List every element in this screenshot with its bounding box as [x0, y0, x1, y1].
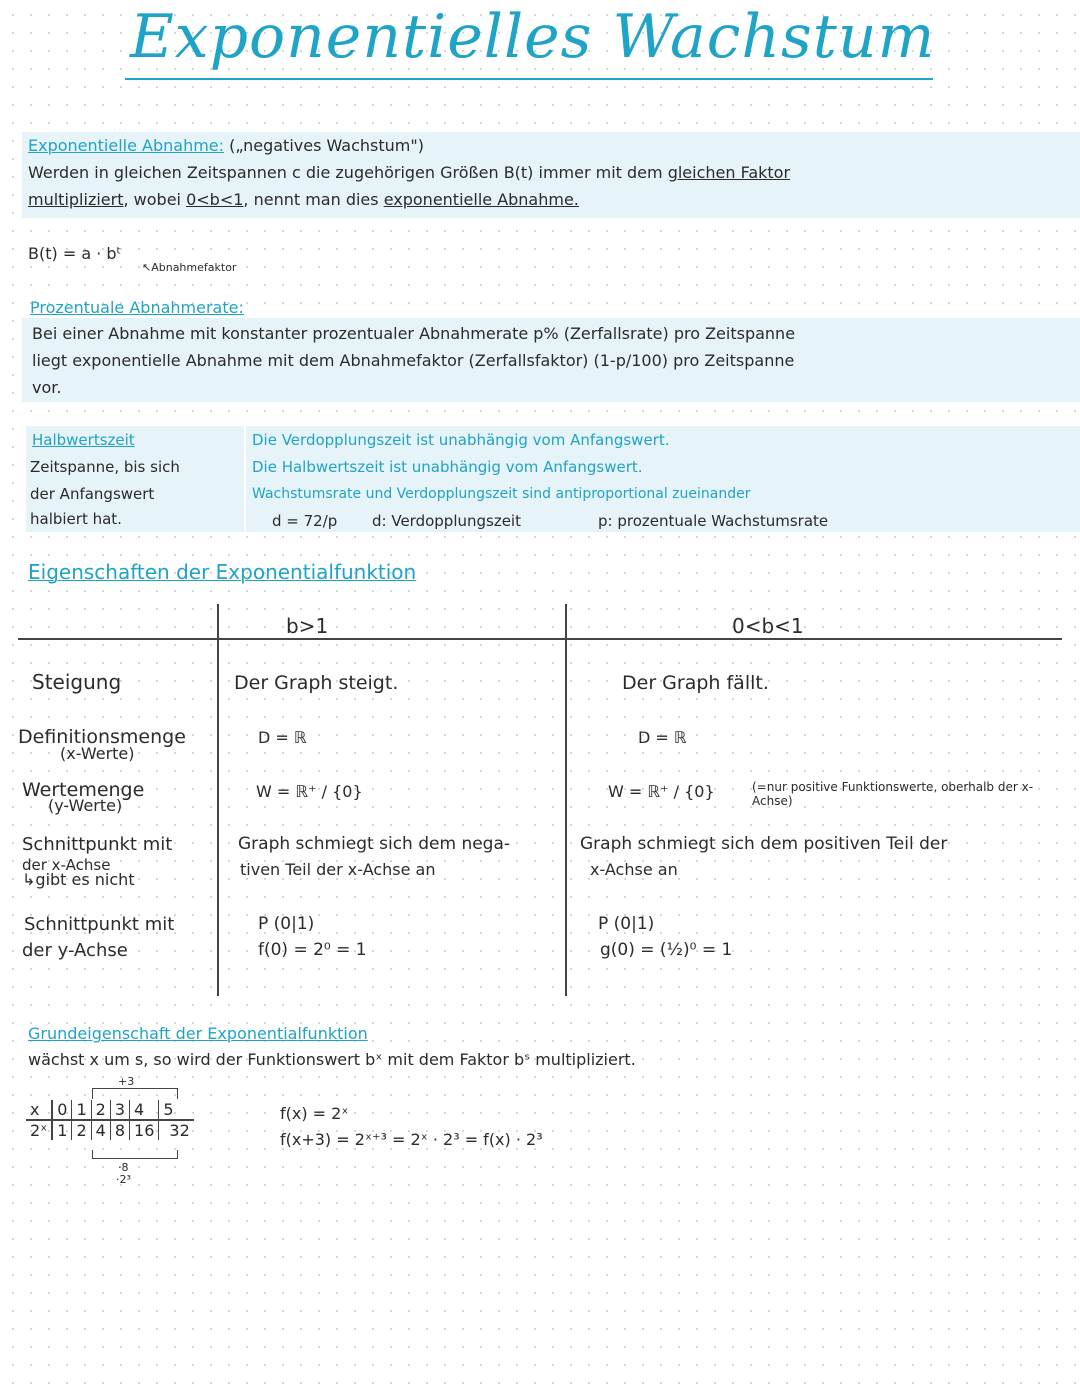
col-header-b-lt-1: 0<b<1: [732, 614, 804, 638]
value-table: [26, 1100, 194, 1140]
row-label-schnitt-y-1: Schnittpunkt mit: [24, 914, 175, 935]
halbwert-def-1: Zeitspanne, bis sich: [30, 458, 180, 476]
table-row-y: [26, 1120, 194, 1140]
abnahme-formula: B(t) = a · bᵗ: [28, 244, 122, 263]
table-cell: 32: [169, 1121, 190, 1140]
abnahme-text: , nennt man dies: [243, 190, 379, 209]
schnitt-x-b-gt-1-line-1: Graph schmiegt sich dem nega-: [238, 834, 511, 854]
wertemenge-note: (=nur positive Funktionswerte, oberhalb der x-Achse): [752, 780, 1034, 808]
table-cell: 1: [52, 1120, 72, 1140]
eigenschaften-heading: Eigenschaften der Exponentialfunktion: [28, 560, 417, 584]
abnahme-keyword-mult: multipliziert: [28, 190, 124, 209]
col-header-b-gt-1: b>1: [286, 614, 329, 638]
abnahmefaktor-annotation: ↖Abnahmefaktor: [142, 261, 237, 274]
verdopplung-formula: d = 72/p: [272, 512, 338, 530]
row-label-schnitt-y-2: der y-Achse: [22, 940, 128, 961]
row-label-schnitt-x-2: der x-Achse: [22, 856, 111, 874]
steigung-b-gt-1: Der Graph steigt.: [234, 672, 399, 694]
abnahme-line-2: [28, 186, 579, 213]
halbwert-def-3: halbiert hat.: [30, 510, 122, 528]
halbwert-note-3: Wachstumsrate und Verdopplungszeit sind antiproportional zueinander: [252, 486, 751, 502]
times-2-cubed-label: ·2³: [116, 1173, 131, 1186]
definitionsmenge-b-lt-1: D = ℝ: [638, 728, 687, 747]
table-row-x: [26, 1100, 194, 1120]
halbwert-note-2: Die Halbwertszeit ist unabhängig vom Anfangswert.: [252, 458, 643, 476]
halbwert-heading: Halbwertszeit: [32, 431, 135, 449]
schnitt-x-b-gt-1-line-2: tiven Teil der x-Achse an: [240, 860, 436, 879]
abnahme-line-1: [28, 159, 790, 186]
page-title: Exponentielles Wachstum: [130, 2, 936, 72]
row-label-definitionsmenge: Definitionsmenge: [18, 726, 186, 748]
halbwert-note-1: Die Verdopplungszeit ist unabhängig vom Anfangswert.: [252, 431, 670, 449]
times-8-bracket: [92, 1150, 178, 1159]
legend-d: d: Verdopplungszeit: [372, 512, 521, 530]
row-sub-wertemenge: (y-Werte): [48, 796, 123, 815]
abnahme-heading-line: [28, 132, 424, 159]
prozent-line-2: liegt exponentielle Abnahme mit dem Abnahmefaktor (Zerfallsfaktor) (1-p/100) pro Zeitspanne: [32, 351, 795, 370]
table-cell: 1: [72, 1100, 91, 1120]
row-label-wertemenge: Wertemenge: [22, 779, 145, 801]
grund-text: wächst x um s, so wird der Funktionswert bˣ mit dem Faktor bˢ multipliziert.: [28, 1050, 636, 1069]
table-cell: 5: [159, 1100, 194, 1120]
grund-f1: f(x) = 2ˣ: [280, 1104, 349, 1123]
plus-3-label: +3: [118, 1075, 135, 1088]
table-cell: 0: [52, 1100, 72, 1120]
times-8-label: ·8: [118, 1161, 129, 1174]
abnahme-condition: 0<b<1: [186, 190, 244, 209]
abnahme-keyword-name: exponentielle Abnahme.: [383, 190, 579, 209]
row-label-steigung: Steigung: [32, 670, 122, 694]
halbwert-def-2: der Anfangswert: [30, 485, 155, 503]
table-cell: 16: [130, 1120, 159, 1140]
title-underline: [125, 78, 933, 80]
table-cell: 2: [72, 1120, 91, 1140]
table-cell: x: [26, 1100, 52, 1120]
legend-p: p: prozentuale Wachstumsrate: [598, 512, 829, 530]
wertemenge-b-gt-1: W = ℝ⁺ / {0}: [256, 782, 363, 801]
schnitt-y-b-gt-1-value: f(0) = 2⁰ = 1: [258, 940, 367, 960]
prozent-line-1: Bei einer Abnahme mit konstanter prozentualer Abnahmerate p% (Zerfallsrate) pro Zeitspanne: [32, 324, 796, 343]
grund-f2: f(x+3) = 2ˣ⁺³ = 2ˣ · 2³ = f(x) · 2³: [280, 1130, 543, 1149]
abnahme-text: Werden in gleichen Zeitspannen c die zugehörigen Größen B(t) immer mit dem: [28, 163, 663, 182]
table-divider-2: [565, 604, 567, 996]
abnahme-heading-note: („negatives Wachstum"): [229, 136, 424, 155]
definitionsmenge-b-gt-1: D = ℝ: [258, 728, 307, 747]
prozent-heading: Prozentuale Abnahmerate:: [30, 298, 244, 317]
table-cell: 8: [110, 1120, 129, 1140]
table-divider-1: [217, 604, 219, 996]
schnitt-y-b-lt-1-point: P (0|1): [598, 914, 655, 934]
wertemenge-b-lt-1: W = ℝ⁺ / {0}: [608, 782, 715, 801]
row-sub-definitionsmenge: (x-Werte): [60, 744, 135, 763]
steigung-b-lt-1: Der Graph fällt.: [622, 672, 769, 694]
schnitt-y-b-gt-1-point: P (0|1): [258, 914, 315, 934]
table-cell: 4: [91, 1120, 110, 1140]
abnahme-heading: Exponentielle Abnahme:: [28, 136, 225, 155]
table-cell: 4: [130, 1100, 159, 1120]
schnitt-x-b-lt-1-line-2: x-Achse an: [590, 860, 678, 879]
row-label-schnitt-x-1: Schnittpunkt mit: [22, 834, 173, 855]
schnitt-y-b-lt-1-value: g(0) = (½)⁰ = 1: [600, 940, 733, 960]
table-header-rule: [18, 638, 1062, 640]
prozent-line-3: vor.: [32, 378, 62, 397]
table-cell: 2ˣ: [26, 1120, 52, 1140]
schnitt-x-b-lt-1-line-1: Graph schmiegt sich dem positiven Teil der: [580, 834, 948, 854]
abnahme-text: , wobei: [123, 190, 181, 209]
row-sub-schnitt-x: ↳gibt es nicht: [22, 870, 135, 889]
plus-3-bracket: [92, 1088, 178, 1099]
grund-heading: Grundeigenschaft der Exponentialfunktion: [28, 1024, 368, 1043]
abnahme-keyword-factor: gleichen Faktor: [667, 163, 791, 182]
table-cell: 3: [110, 1100, 129, 1120]
table-cell: 2: [91, 1100, 110, 1120]
